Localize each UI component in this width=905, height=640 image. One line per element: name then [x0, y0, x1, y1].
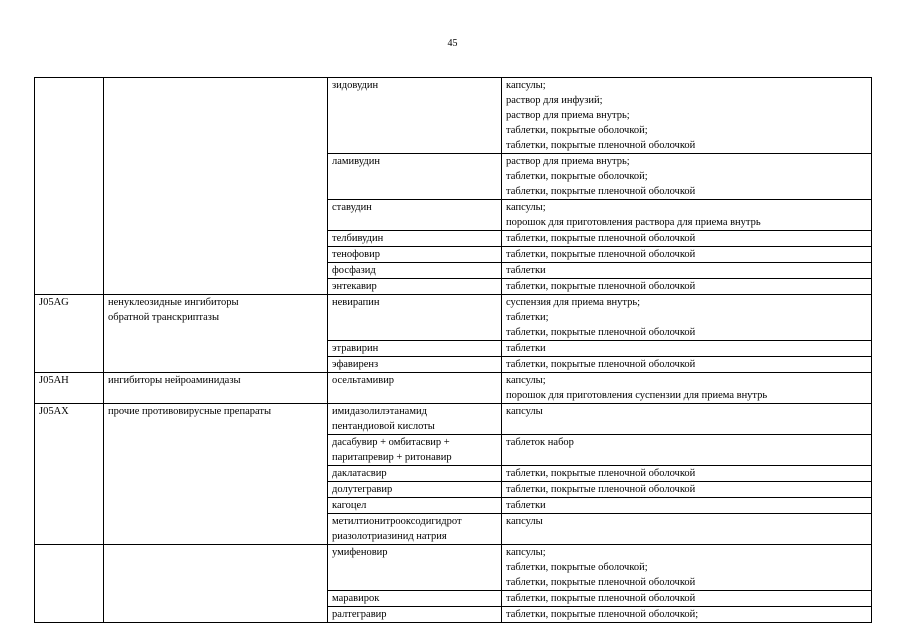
dosage-form-line: таблетки [506, 500, 546, 511]
drug-name-line: ламивудин [332, 156, 380, 167]
drug-name-cell [328, 78, 502, 154]
drug-name-cell [328, 607, 502, 623]
dosage-form-line: таблетки, покрытые пленочной оболочкой [506, 249, 696, 260]
drug-name-cell [328, 373, 502, 404]
dosage-form-cell [502, 591, 872, 607]
dosage-form-cell [502, 154, 872, 200]
dosage-form-line: таблетки, покрытые пленочной оболочкой [506, 484, 696, 495]
drug-name-line: пентандиовой кислоты [332, 421, 435, 432]
dosage-form-line: таблетки, покрытые пленочной оболочкой [506, 359, 696, 370]
drug-name-line: маравирок [332, 593, 380, 604]
drug-name-line: ставудин [332, 202, 372, 213]
drug-name-cell [328, 247, 502, 263]
dosage-form-cell [502, 514, 872, 545]
dosage-form-line: таблетки, покрытые оболочкой; [506, 171, 648, 182]
drug-name-line: паритапревир + ритонавир [332, 452, 452, 463]
drug-name-line: невирапин [332, 297, 380, 308]
dosage-form-cell [502, 545, 872, 591]
dosage-form-line: капсулы; [506, 375, 546, 386]
dosage-form-cell [502, 373, 872, 404]
dosage-form-cell [502, 482, 872, 498]
dosage-form-cell [502, 404, 872, 435]
dosage-form-cell [502, 247, 872, 263]
drug-name-line: телбивудин [332, 233, 384, 244]
drug-name-cell [328, 514, 502, 545]
table-row [35, 295, 872, 341]
dosage-form-cell [502, 295, 872, 341]
drug-name-cell [328, 498, 502, 514]
atc-code-cell [35, 78, 104, 295]
drug-name-line: осельтамивир [332, 375, 395, 386]
drug-name-cell [328, 295, 502, 341]
dosage-form-line: таблетки, покрытые оболочкой; [506, 125, 648, 136]
table-row [35, 78, 872, 154]
dosage-form-line: таблетки [506, 265, 546, 276]
dosage-form-line: раствор для приема внутрь; [506, 156, 630, 167]
dosage-form-line: капсулы [506, 516, 543, 527]
drug-name-line: имидазолилэтанамид [332, 406, 427, 417]
drug-name-line: умифеновир [332, 547, 388, 558]
drug-name-cell [328, 357, 502, 373]
drug-name-cell [328, 154, 502, 200]
dosage-form-line: таблетки, покрытые пленочной оболочкой [506, 327, 696, 338]
atc-group-cell [104, 373, 328, 404]
dosage-form-line: капсулы; [506, 547, 546, 558]
dosage-form-line: таблетки, покрытые пленочной оболочкой [506, 140, 696, 151]
drug-name-line: зидовудин [332, 80, 379, 91]
drug-name-line: энтекавир [332, 281, 377, 292]
drug-name-cell [328, 466, 502, 482]
atc-code-cell: J05AG [35, 295, 104, 373]
dosage-form-line: порошок для приготовления суспензии для приема внутрь [506, 390, 768, 401]
dosage-form-line: раствор для приема внутрь; [506, 110, 630, 121]
drug-name-cell [328, 263, 502, 279]
dosage-form-cell [502, 435, 872, 466]
group-name-line: ненуклеозидные ингибиторы [108, 297, 239, 308]
drug-name-cell [328, 435, 502, 466]
atc-code-cell: J05AX [35, 404, 104, 545]
group-name-line: ингибиторы нейроаминидазы [108, 375, 241, 386]
drug-name-line: даклатасвир [332, 468, 387, 479]
drug-name-line: кагоцел [332, 500, 367, 511]
dosage-form-cell [502, 263, 872, 279]
dosage-form-line: капсулы; [506, 80, 546, 91]
table-row [35, 404, 872, 435]
drug-name-line: эфавиренз [332, 359, 379, 370]
dosage-form-line: раствор для инфузий; [506, 95, 603, 106]
atc-group-cell [104, 404, 328, 545]
table-row [35, 373, 872, 404]
atc-group-cell [104, 78, 328, 295]
drug-name-line: метилтионитрооксодигидрот [332, 516, 462, 527]
atc-code-cell [35, 545, 104, 623]
dosage-form-cell [502, 607, 872, 623]
drug-name-line: тенофовир [332, 249, 380, 260]
dosage-form-line: капсулы [506, 406, 543, 417]
group-name-line: прочие противовирусные препараты [108, 406, 272, 417]
atc-code-cell: J05AH [35, 373, 104, 404]
dosage-form-line: таблеток набор [506, 437, 574, 448]
page-number: 45 [447, 38, 458, 49]
dosage-form-cell [502, 231, 872, 247]
dosage-form-cell [502, 341, 872, 357]
dosage-form-line: таблетки, покрытые пленочной оболочкой [506, 233, 696, 244]
drug-name-line: фосфазид [332, 265, 376, 276]
dosage-form-line: таблетки, покрытые пленочной оболочкой [506, 186, 696, 197]
drug-name-cell [328, 591, 502, 607]
drug-name-line: риазолотриазинид натрия [332, 531, 447, 542]
dosage-form-line: таблетки, покрытые пленочной оболочкой; [506, 609, 699, 620]
dosage-form-cell [502, 200, 872, 231]
drug-name-line: ралтегравир [332, 609, 387, 620]
dosage-form-line: таблетки, покрытые оболочкой; [506, 562, 648, 573]
dosage-form-cell [502, 78, 872, 154]
drug-name-line: долутегравир [332, 484, 393, 495]
dosage-form-line: таблетки; [506, 312, 549, 323]
dosage-form-line: таблетки, покрытые пленочной оболочкой [506, 281, 696, 292]
drug-name-line: этравирин [332, 343, 379, 354]
atc-group-cell [104, 295, 328, 373]
drug-name-cell [328, 545, 502, 591]
drug-name-cell [328, 341, 502, 357]
atc-group-cell [104, 545, 328, 623]
dosage-form-line: таблетки [506, 343, 546, 354]
dosage-form-line: таблетки, покрытые пленочной оболочкой [506, 577, 696, 588]
drug-name-line: дасабувир + омбитасвир + [332, 437, 450, 448]
dosage-form-cell [502, 357, 872, 373]
dosage-form-line: капсулы; [506, 202, 546, 213]
drug-name-cell [328, 404, 502, 435]
drug-name-cell [328, 200, 502, 231]
dosage-form-line: суспензия для приема внутрь; [506, 297, 641, 308]
group-name-line: обратной транскриптазы [108, 312, 220, 323]
drug-name-cell [328, 279, 502, 295]
dosage-form-cell [502, 498, 872, 514]
drug-table [34, 77, 872, 623]
dosage-form-line: таблетки, покрытые пленочной оболочкой [506, 593, 696, 604]
drug-name-cell [328, 482, 502, 498]
drug-table-body [35, 78, 872, 623]
dosage-form-line: порошок для приготовления раствора для приема внутрь [506, 217, 761, 228]
dosage-form-line: таблетки, покрытые пленочной оболочкой [506, 468, 696, 479]
table-row [35, 545, 872, 591]
dosage-form-cell [502, 279, 872, 295]
dosage-form-cell [502, 466, 872, 482]
drug-name-cell [328, 231, 502, 247]
